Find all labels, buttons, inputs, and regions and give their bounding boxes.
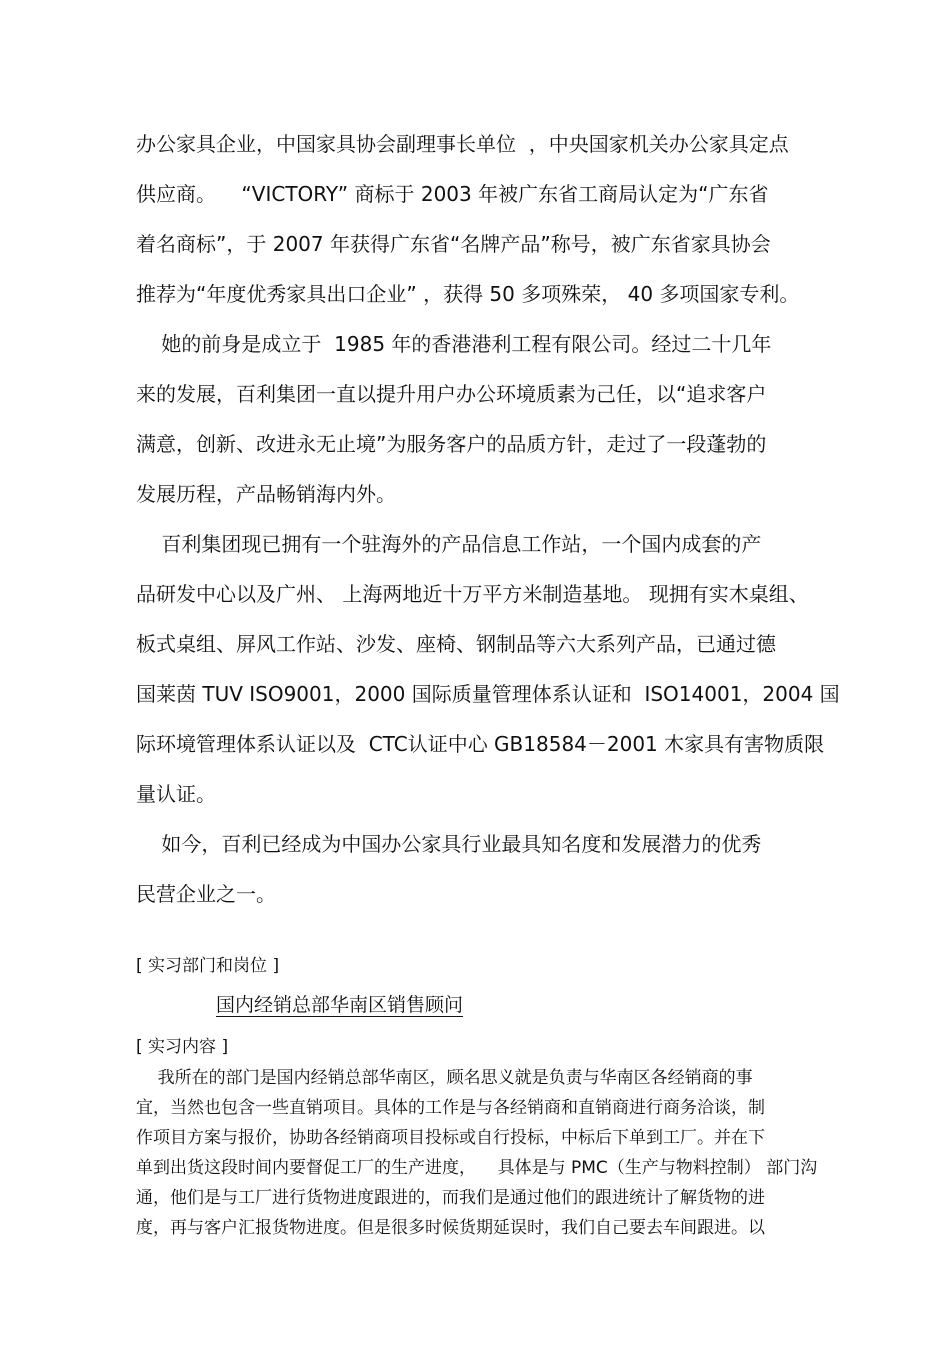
paragraph-3-line-2: 品研发中心以及广州、 上海两地近十万平方米制造基地。 现拥有实木桌组、 xyxy=(136,582,809,606)
paragraph-1-line-3: 着名商标”，于 2007 年获得广东省“名牌产品”称号，被广东省家具协会 xyxy=(136,232,771,256)
department-position-text: 国内经销总部华南区销售顾问 xyxy=(216,994,464,1016)
paragraph-1-line-4: 推荐为“年度优秀家具出口企业” ，获得 50 多项殊荣， 40 多项国家专利。 xyxy=(136,282,800,306)
paragraph-3-line-5: 际环境管理体系认证以及 CTC认证中心 GB18584－2001 木家具有害物质限 xyxy=(136,732,825,756)
paragraph-3-line-1: 百利集团现已拥有一个驻海外的产品信息工作站，一个国内成套的产 xyxy=(136,532,762,556)
paragraph-1-line-2: 供应商。 “VICTORY” 商标于 2003 年被广东省工商局认定为“广东省 xyxy=(136,182,769,206)
paragraph-3-line-4: 国莱茵 TUV ISO9001，2000 国际质量管理体系认证和 ISO14001，2004 国 xyxy=(136,682,840,706)
paragraph-2-line-2: 来的发展，百利集团一直以提升用户办公环境质素为己任，以“追求客户 xyxy=(136,382,767,406)
paragraph-2-line-4: 发展历程，产品畅销海内外。 xyxy=(136,482,396,506)
paragraph-3-line-3: 板式桌组、屏风工作站、沙发、座椅、钢制品等六大系列产品，已通过德 xyxy=(136,632,776,656)
section-heading-content: [ 实习内容 ] xyxy=(136,1037,229,1057)
paragraph-1-line-1: 办公家具企业，中国家具协会副理事长单位 ，中央国家机关办公家具定点 xyxy=(136,132,789,156)
paragraph-5-line-5: 通，他们是与工厂进行货物进度跟进的，而我们是通过他们的跟进统计了解货物的进 xyxy=(136,1188,765,1208)
paragraph-5-line-6: 度，再与客户汇报货物进度。但是很多时候货期延误时，我们自己要去车间跟进。以 xyxy=(136,1218,765,1238)
section-heading-department: [ 实习部门和岗位 ] xyxy=(136,956,280,976)
paragraph-2-line-3: 满意，创新、改进永无止境”为服务客户的品质方针，走过了一段蓬勃的 xyxy=(136,432,767,456)
paragraph-5-line-3: 作项目方案与报价，协助各经销商项目投标或自行投标，中标后下单到工厂。并在下 xyxy=(136,1128,765,1148)
paragraph-4-line-2: 民营企业之一。 xyxy=(136,882,276,906)
department-position-title xyxy=(216,990,477,1017)
paragraph-5-line-4: 单到出货这段时间内要督促工厂的生产进度， 具体是与 PMC（生产与物料控制） 部门沟 xyxy=(136,1158,818,1178)
paragraph-2-line-1: 她的前身是成立于 1985 年的香港港利工程有限公司。经过二十几年 xyxy=(136,332,772,356)
paragraph-5-line-2: 宜，当然也包含一些直销项目。具体的工作是与各经销商和直销商进行商务洽谈，制 xyxy=(136,1098,765,1118)
paragraph-5-line-1: 我所在的部门是国内经销总部华南区，顾名思义就是负责与华南区各经销商的事 xyxy=(136,1068,753,1088)
paragraph-3-line-6: 量认证。 xyxy=(136,782,216,806)
paragraph-4-line-1: 如今，百利已经成为中国办公家具行业最具知名度和发展潜力的优秀 xyxy=(136,832,762,856)
